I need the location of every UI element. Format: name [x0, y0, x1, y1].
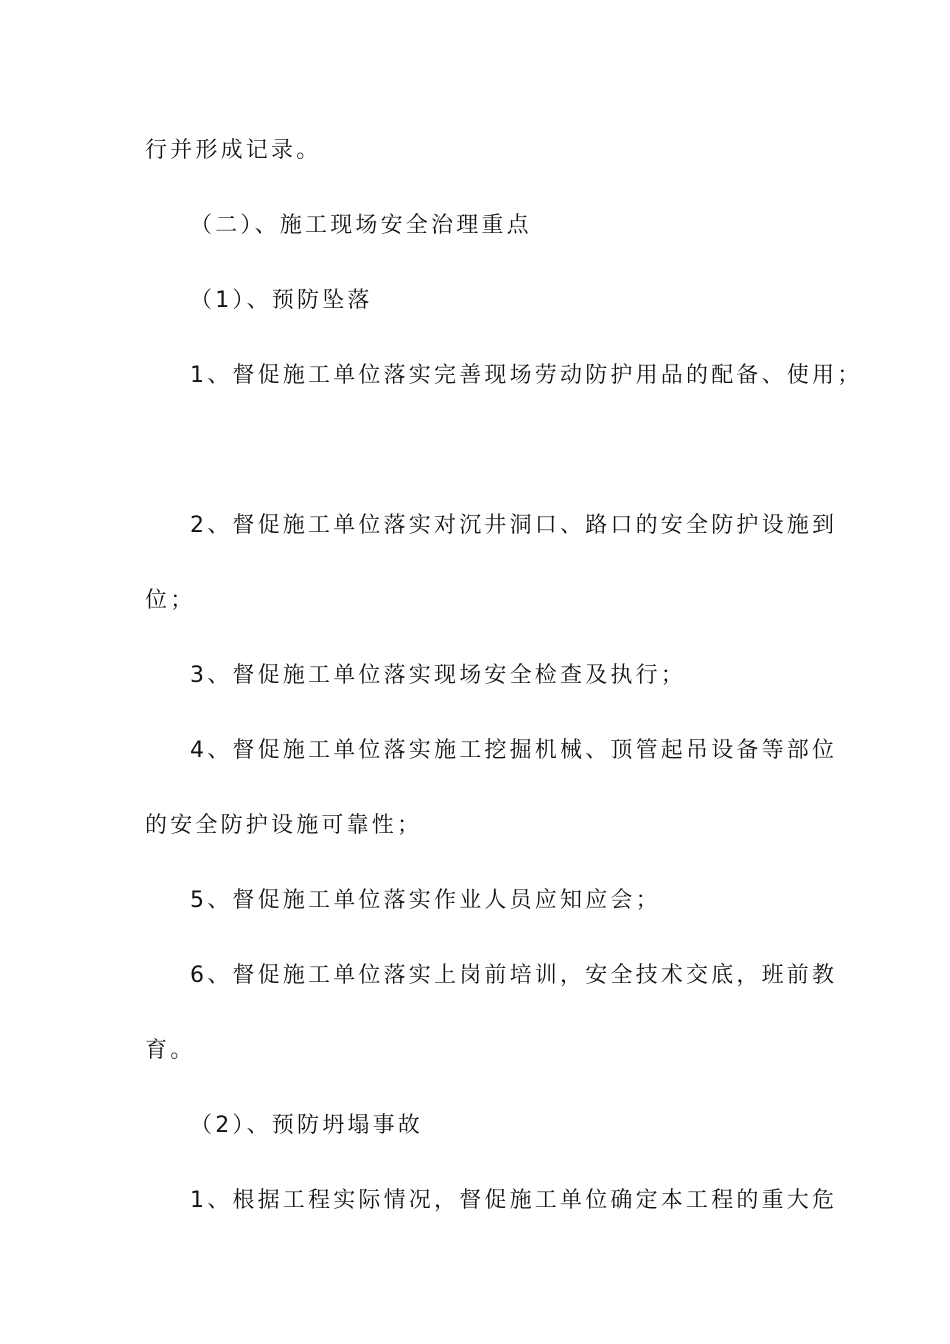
subsection-heading-fall-prevention: （1）、预防坠落: [190, 288, 373, 313]
list-item-3: 3、督促施工单位落实现场安全检查及执行；: [190, 663, 686, 688]
list-item-4-continuation: 的安全防护设施可靠性；: [145, 813, 423, 838]
subsection-heading-collapse-prevention: （2）、预防坍塌事故: [190, 1113, 423, 1138]
list-item-6-continuation: 育。: [145, 1038, 196, 1063]
section-heading: （二）、施工现场安全治理重点: [190, 213, 532, 238]
list-item-collapse-1: 1、根据工程实际情况，督促施工单位确定本工程的重大危: [190, 1188, 838, 1213]
list-item-2-continuation: 位；: [145, 588, 196, 613]
list-item-6: 6、督促施工单位落实上岗前培训，安全技术交底，班前教: [190, 963, 838, 988]
list-item-1: 1、督促施工单位落实完善现场劳动防护用品的配备、使用；: [190, 363, 863, 388]
list-item-5: 5、督促施工单位落实作业人员应知应会；: [190, 888, 661, 913]
list-item-4: 4、督促施工单位落实施工挖掘机械、顶管起吊设备等部位: [190, 738, 838, 763]
list-item-2: 2、督促施工单位落实对沉井洞口、路口的安全防护设施到: [190, 513, 838, 538]
text-line-continuation: 行并形成记录。: [145, 138, 322, 163]
